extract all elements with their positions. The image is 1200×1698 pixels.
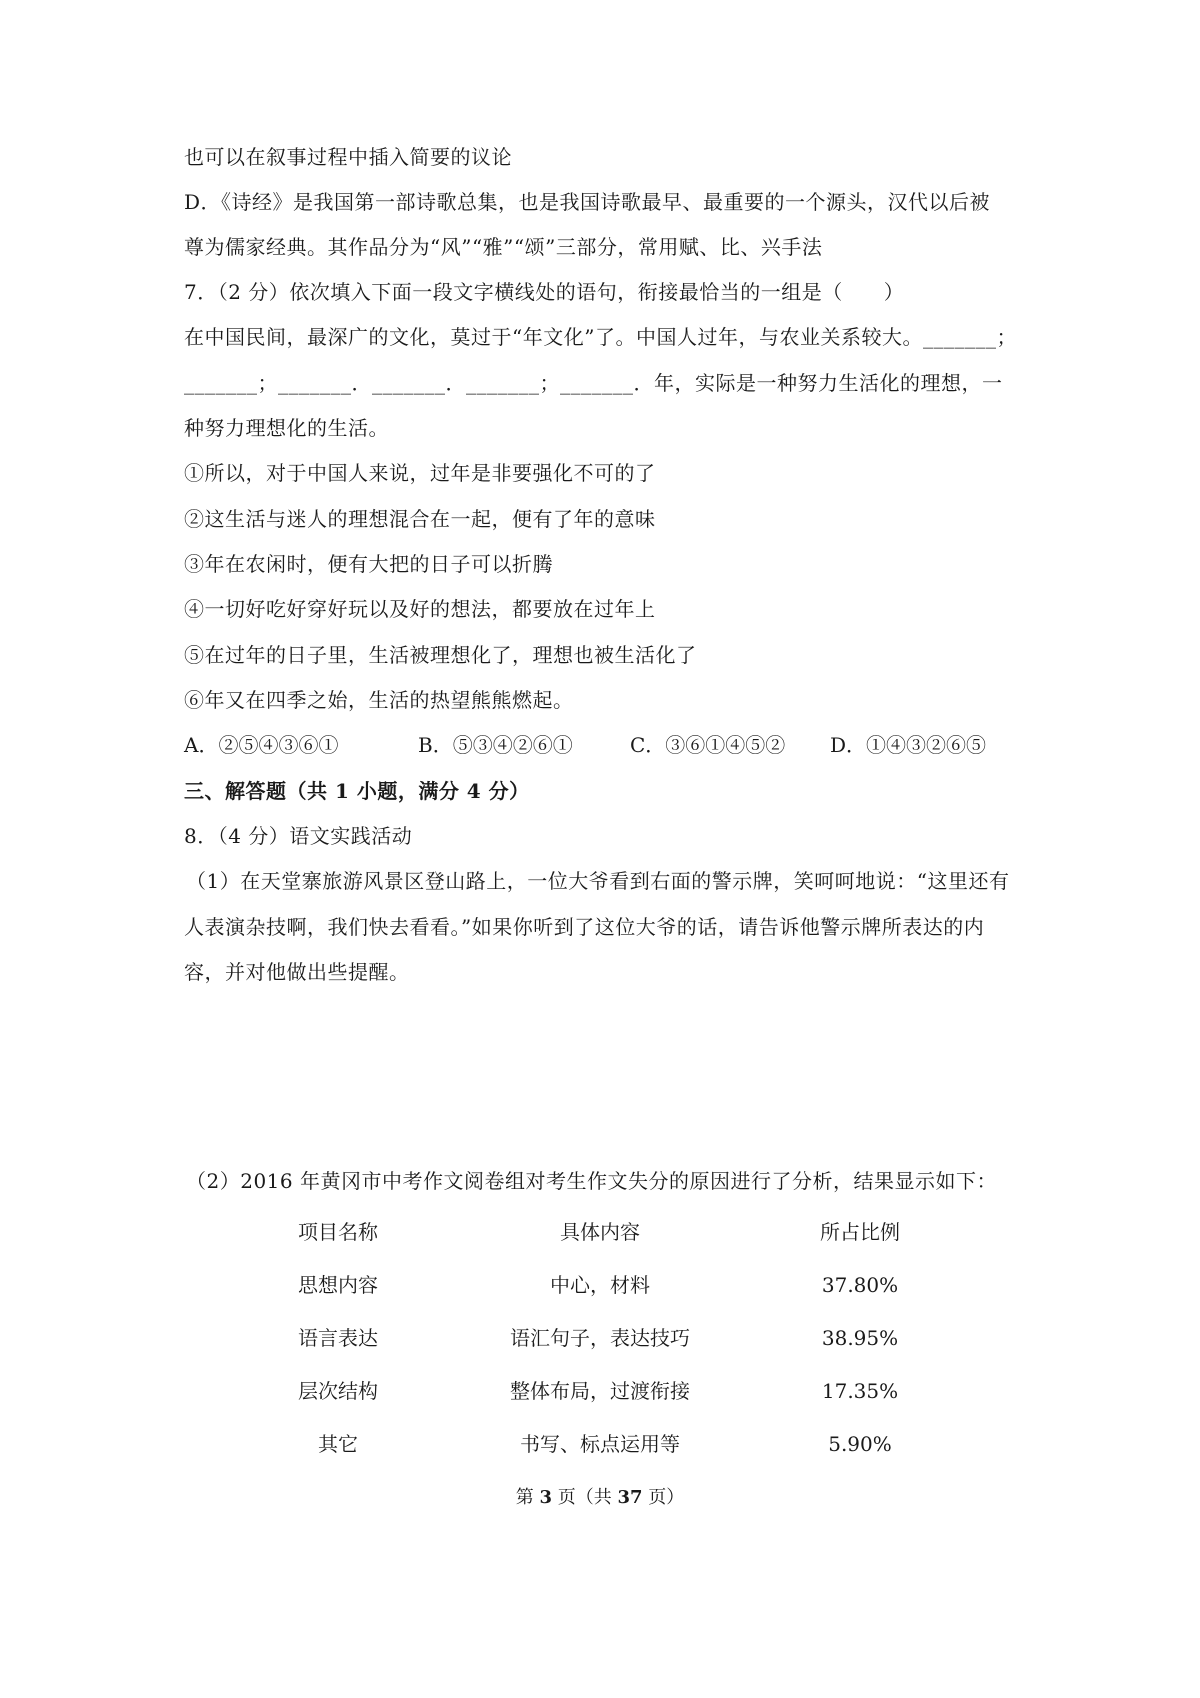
question-7-title: 7．（2 分）依次填入下面一段文字横线处的语句，衔接最恰当的一组是（ ） — [184, 280, 905, 304]
text-line: 在中国民间，最深广的文化，莫过于“年文化”了。中国人过年，与农业关系较大。_______； — [184, 325, 1017, 349]
footer-page-number: 3 — [539, 1487, 552, 1508]
text-line: D．《诗经》是我国第一部诗歌总集，也是我国诗歌最早、最重要的一个源头，汉代以后被 — [184, 190, 991, 214]
option-d: D．①④③②⑥⑤ — [830, 733, 987, 757]
sentence-item: ②这生活与迷人的理想混合在一起，便有了年的意味 — [184, 507, 656, 531]
sentence-item: ④一切好吃好穿好玩以及好的想法，都要放在过年上 — [184, 597, 656, 621]
table-header: 具体内容 — [560, 1220, 640, 1244]
sentence-item: ①所以，对于中国人来说，过年是非要强化不可的了 — [184, 461, 656, 485]
sentence-item: ③年在农闲时，便有大把的日子可以折腾 — [184, 552, 553, 576]
page-footer — [0, 1486, 1200, 1510]
question-8-part2-intro: （2）2016 年黄冈市中考作文阅卷组对考生作文失分的原因进行了分析，结果显示如下： — [186, 1169, 997, 1193]
table-cell: 17.35% — [821, 1379, 899, 1403]
footer-middle: 页（共 — [552, 1487, 618, 1508]
footer-total-pages: 37 — [617, 1487, 643, 1508]
text-line: 尊为儒家经典。其作品分为“风”“雅”“颂”三部分，常用赋、比、兴手法 — [184, 235, 823, 259]
section-heading: 三、解答题（共 1 小题，满分 4 分） — [184, 779, 530, 803]
sentence-item: ⑤在过年的日子里，生活被理想化了，理想也被生活化了 — [184, 643, 697, 667]
option-c: C．③⑥①④⑤② — [630, 733, 786, 757]
table-cell: 思想内容 — [298, 1273, 378, 1297]
text-line: _______；_______．_______．_______；_______．年，实际是一种努力生活化的理想，一 — [184, 371, 1003, 395]
footer-suffix: 页） — [642, 1487, 685, 1508]
text-line: 也可以在叙事过程中插入简要的议论 — [184, 145, 512, 169]
table-cell: 语言表达 — [298, 1326, 378, 1350]
question-8-title: 8．（4 分）语文实践活动 — [184, 824, 413, 848]
table-cell: 37.80% — [821, 1273, 899, 1297]
table-cell: 整体布局，过渡衔接 — [510, 1379, 690, 1403]
text-line: 种努力理想化的生活。 — [184, 416, 389, 440]
table-cell: 5.90% — [828, 1432, 892, 1456]
table-header: 项目名称 — [298, 1220, 378, 1244]
table-header: 所占比例 — [820, 1220, 900, 1244]
question-8-part1-line: 容，并对他做出些提醒。 — [184, 960, 410, 984]
table-cell: 其它 — [318, 1432, 358, 1456]
table-cell: 语汇句子，表达技巧 — [510, 1326, 690, 1350]
option-b: B．⑤③④②⑥① — [418, 733, 573, 757]
option-a: A．②⑤④③⑥① — [184, 733, 339, 757]
table-cell: 中心，材料 — [550, 1273, 650, 1297]
table-cell: 层次结构 — [298, 1379, 378, 1403]
table-cell: 38.95% — [821, 1326, 899, 1350]
table-cell: 书写、标点运用等 — [520, 1432, 680, 1456]
footer-prefix: 第 — [515, 1487, 540, 1508]
question-8-part1-line: （1）在天堂寨旅游风景区登山路上，一位大爷看到右面的警示牌，笑呵呵地说：“这里还有 — [186, 869, 1010, 893]
question-8-part1-line: 人表演杂技啊，我们快去看看。”如果你听到了这位大爷的话，请告诉他警示牌所表达的内 — [184, 915, 985, 939]
sentence-item: ⑥年又在四季之始，生活的热望熊熊燃起。 — [184, 688, 574, 712]
